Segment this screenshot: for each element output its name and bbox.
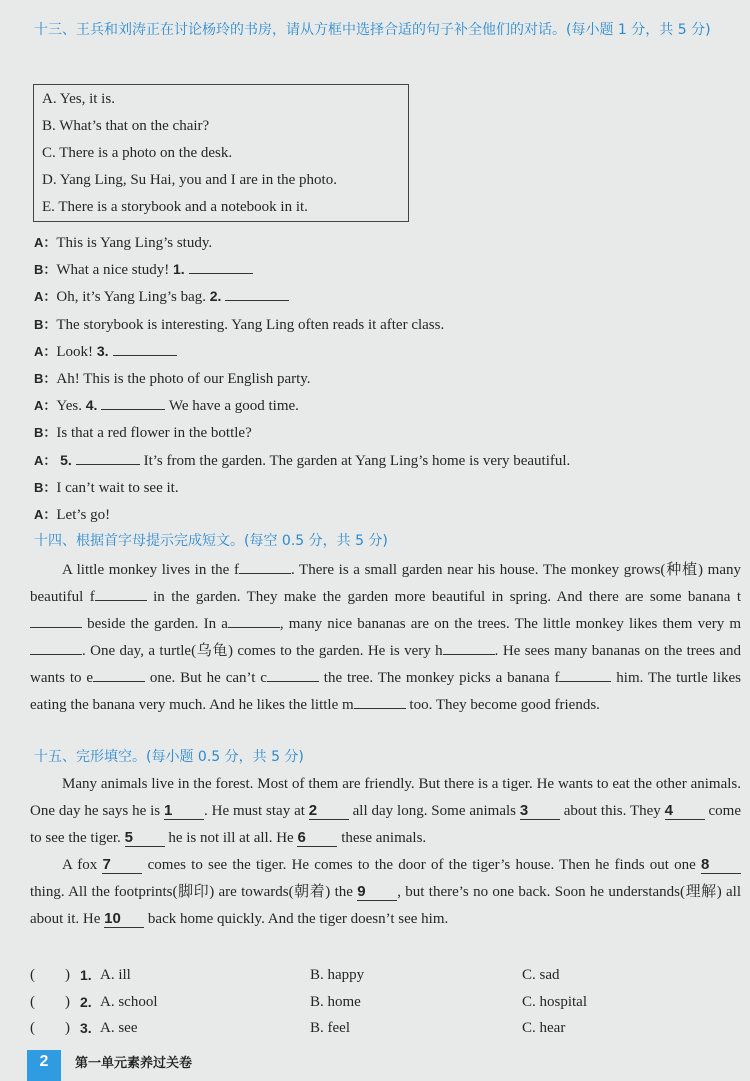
option-b: B. home (310, 993, 361, 1010)
speaker-label: B： (34, 316, 57, 332)
answer-paren[interactable]: ( ) (30, 993, 70, 1010)
speaker-label: A： (34, 343, 57, 359)
text-segment: him. The turtle likes eating the banana very much. And he likes the little (30, 670, 741, 713)
cloze-blank[interactable]: 10 (104, 911, 144, 928)
first-letter-hint: e (86, 670, 94, 686)
speaker-label: B： (34, 479, 57, 495)
dialogue-line (34, 365, 740, 392)
footer-title: 第一单元素养过关卷 (75, 1056, 193, 1071)
option-a: A. see (100, 1020, 138, 1036)
answer-blank[interactable] (30, 613, 82, 628)
speaker-label: A： (34, 506, 57, 522)
passage-15 (30, 771, 741, 933)
dialogue-text: I can’t wait to see it. (56, 479, 179, 496)
option-c: C. There is a photo on the desk. (42, 145, 233, 161)
answer-blank[interactable] (30, 640, 82, 655)
answer-blank[interactable] (239, 559, 291, 574)
dialogue-text: Yes. (56, 398, 82, 415)
option-a: A. ill (100, 967, 131, 983)
dialogue-text: We have a good time. (168, 398, 299, 415)
answer-blank[interactable] (101, 395, 165, 410)
cloze-blank[interactable]: 3 (520, 803, 560, 820)
option-d: D. Yang Ling, Su Hai, you and I are in the photo. (42, 172, 337, 188)
dialogue-line (34, 474, 740, 501)
text-segment: come to see the tiger. (30, 803, 742, 846)
answer-blank[interactable] (93, 667, 145, 682)
text-segment: , many nice bananas are on the trees. The little monkey likes them very (279, 616, 730, 632)
cloze-blank[interactable]: 7 (102, 857, 142, 874)
blank-number: 1. (173, 261, 185, 278)
dialogue-text: The storybook is interesting. Yang Ling often reads it after class. (56, 316, 445, 333)
speaker-label: A： (34, 289, 57, 305)
text-segment: he is not ill at all. He (164, 830, 298, 846)
text-segment: the tree. The monkey picks a banana (318, 670, 555, 686)
text-segment: . He must stay at (204, 803, 309, 819)
blank-number: 3. (96, 342, 109, 359)
text-segment: these animals. (337, 830, 427, 846)
answer-paren[interactable]: ( ) (30, 967, 70, 983)
question-options (30, 962, 730, 1042)
question-row (30, 962, 730, 989)
dialogue-line (34, 229, 740, 256)
option-c: C. hospital (522, 993, 588, 1010)
text-segment: comes to see the tiger. He comes to the door of the tiger’s house. Then he finds out one (142, 857, 702, 873)
option-a: A. Yes, it is. (42, 91, 115, 107)
text-segment: one. But he can’t (145, 670, 261, 686)
option-b: B. feel (310, 1020, 350, 1036)
cloze-blank[interactable]: 5 (125, 830, 165, 847)
first-letter-hint: h (435, 643, 443, 659)
page-number-badge: 2 (27, 1050, 61, 1081)
dialogue-line (34, 283, 740, 310)
dialogue-line (34, 419, 740, 446)
dialogue-text: This is Yang Ling’s study. (56, 235, 213, 251)
answer-blank[interactable] (76, 450, 140, 465)
section-15-heading: 十五、完形填空。(每小题 0.5 分，共 5 分) (34, 749, 304, 765)
option-e: E. There is a storybook and a notebook in it. (42, 199, 308, 215)
dialogue-text: Oh, it’s Yang Ling’s bag. (56, 289, 206, 306)
dialogue-text: Is that a red flower in the bottle? (56, 425, 252, 442)
dialogue-line (34, 311, 740, 338)
first-letter-hint: f (554, 670, 560, 686)
speaker-label: A： (34, 452, 57, 468)
answer-paren[interactable]: ( ) (30, 1020, 70, 1036)
section-14-heading: 十四、根据首字母提示完成短文。(每空 0.5 分，共 5 分) (34, 533, 388, 549)
text-segment: back home quickly. And the tiger doesn’t see him. (144, 911, 449, 927)
dialogue-text: What a nice study! (56, 262, 170, 279)
dialogue (34, 229, 740, 528)
passage-14 (30, 557, 741, 719)
text-segment: about this. They (559, 803, 665, 819)
question-row (30, 989, 730, 1016)
cloze-blank[interactable]: 6 (297, 830, 337, 847)
text-segment: too. They become good friends. (405, 697, 600, 713)
blank-number: 4. (85, 397, 98, 414)
dialogue-line (34, 338, 740, 365)
text-segment: , but there’s no one back. Soon he understands(理解) all about it. He (30, 884, 742, 927)
first-letter-hint: f (89, 589, 95, 605)
blank-number: 2. (209, 288, 222, 305)
answer-blank[interactable] (225, 286, 289, 301)
answer-blank[interactable] (267, 667, 319, 682)
text-segment: in the garden. They make the garden more beautiful in spring. And there are some banana (146, 589, 737, 605)
cloze-blank[interactable]: 2 (309, 803, 349, 820)
dialogue-line (34, 256, 740, 283)
speaker-label: A： (34, 235, 57, 250)
cloze-blank[interactable]: 8 (701, 857, 741, 874)
text-segment: A little monkey lives in the (62, 562, 234, 578)
text-segment: beside the garden. In (82, 616, 222, 632)
first-letter-hint: m (342, 697, 354, 713)
dialogue-text: Let’s go! (56, 506, 111, 523)
text-segment: . There is a small garden near his house. The monkey grows(种植) many beautiful (30, 562, 741, 605)
text-segment: thing. All the footprints(脚印) are towards(朝着) the (30, 884, 358, 900)
question-number: 1. (80, 967, 92, 983)
text-segment: Many animals live in the forest. Most of them are friendly. But there is a tiger. He wants to eat the other animals. One day he says he is (30, 776, 741, 819)
question-row (30, 1015, 730, 1042)
text-segment: . One day, a turtle(乌龟) comes to the garden. He is very (82, 643, 436, 659)
cloze-blank[interactable]: 1 (164, 803, 204, 820)
cloze-blank[interactable]: 9 (357, 884, 397, 901)
dialogue-line (34, 501, 740, 528)
text-segment: . He sees many bananas on the trees and wants to (30, 643, 741, 686)
paragraph (30, 557, 741, 719)
answer-blank[interactable] (228, 613, 280, 628)
option-b: B. What’s that on the chair? (42, 118, 210, 134)
option-b: B. happy (310, 967, 365, 983)
first-letter-hint: f (233, 562, 239, 578)
dialogue-line (34, 447, 740, 474)
option-a: A. school (100, 993, 158, 1010)
first-letter-hint: c (260, 670, 267, 686)
speaker-label: B： (34, 425, 57, 441)
speaker-label: A： (34, 398, 57, 414)
answer-blank[interactable] (443, 640, 495, 655)
section-13-heading: 十三、王兵和刘涛正在讨论杨玲的书房，请从方框中选择合适的句子补全他们的对话。(每小题 1 分，共 5 分) (34, 22, 711, 38)
paragraph (30, 771, 741, 852)
cloze-blank[interactable]: 4 (665, 803, 705, 820)
option-box (33, 84, 409, 222)
answer-blank[interactable] (189, 259, 253, 274)
first-letter-hint: t (736, 589, 741, 605)
question-number: 2. (80, 993, 92, 1010)
dialogue-line (34, 392, 740, 419)
text-segment: A fox (62, 857, 103, 873)
question-number: 3. (80, 1020, 92, 1036)
text-segment: all day long. Some animals (348, 803, 520, 819)
dialogue-text: It’s from the garden. The garden at Yang Ling’s home is very beautiful. (143, 452, 571, 469)
first-letter-hint: m (729, 616, 742, 632)
answer-blank[interactable] (354, 694, 406, 709)
option-c: C. hear (522, 1020, 566, 1036)
speaker-label: B： (34, 262, 57, 278)
dialogue-text: Look! (56, 343, 94, 360)
answer-blank[interactable] (559, 667, 611, 682)
paragraph (30, 852, 741, 933)
dialogue-text: Ah! This is the photo of our English party. (56, 370, 311, 387)
speaker-label: B： (34, 370, 57, 386)
answer-blank[interactable] (95, 586, 147, 601)
option-c: C. sad (522, 967, 560, 983)
blank-number: 5. (60, 451, 72, 468)
first-letter-hint: a (221, 616, 228, 632)
answer-blank[interactable] (113, 341, 177, 356)
